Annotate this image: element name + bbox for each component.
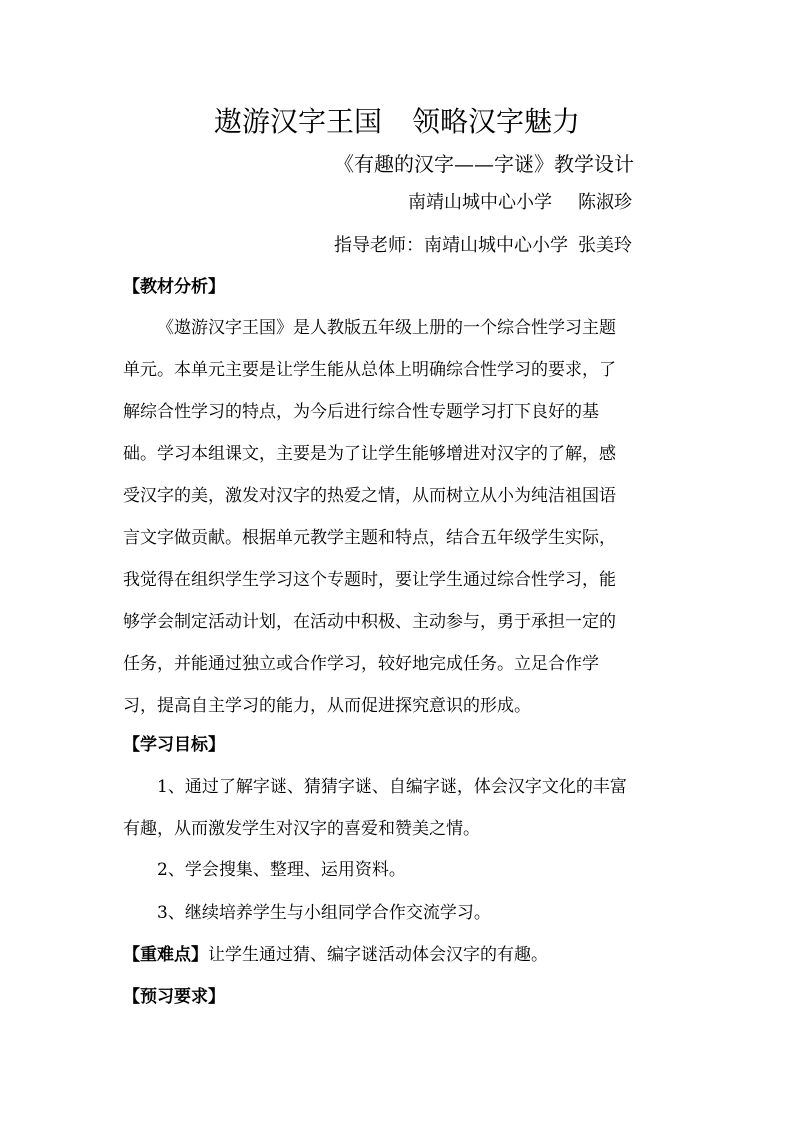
advisor-name: 张美玲: [578, 235, 632, 256]
paragraph-line: 够学会制定活动计划，在活动中积极、主动参与，勇于承担一定的: [123, 612, 616, 632]
advisor-line: [334, 231, 632, 257]
paragraph-line: 任务，并能通过独立或合作学习，较好地完成任务。立足合作学: [123, 654, 599, 674]
material-paragraph: [123, 316, 675, 736]
goal-2: 2、学会搜集、整理、运用资料。: [157, 860, 406, 880]
paragraph-line: 受汉字的美，激发对汉字的热爱之情，从而树立从小为纯洁祖国语: [123, 486, 616, 506]
author-line: [408, 188, 632, 214]
keypoint-line: [123, 940, 548, 965]
paragraph-line: 习，提高自主学习的能力，从而促进探究意识的形成。: [123, 696, 531, 716]
paragraph-line: 解综合性学习的特点，为今后进行综合性专题学习打下良好的基: [123, 402, 599, 422]
paragraph-line: 我觉得在组织学生学习这个专题时，要让学生通过综合性学习，能: [123, 570, 616, 590]
paragraph-line: 言文字做贡献。根据单元教学主题和特点，结合五年级学生实际，: [123, 528, 616, 548]
goal-3: 3、继续培养学生与小组同学合作交流学习。: [157, 903, 491, 923]
section-heading-preview: 【预习要求】: [123, 987, 225, 1007]
section-heading-goals: 【学习目标】: [123, 735, 225, 755]
paragraph-line: 单元。本单元主要是让学生能从总体上明确综合性学习的要求，了: [123, 360, 616, 380]
author-name: 陈淑珍: [578, 192, 632, 213]
school-name: 南靖山城中心小学: [408, 192, 552, 213]
section-heading-material: 【教材分析】: [123, 277, 225, 297]
goal-1-line-1: 1、通过了解字谜、猜猜字谜、自编字谜，体会汉字文化的丰富: [157, 777, 627, 797]
keypoint-text: 让学生通过猜、编字谜活动体会汉字的有趣。: [208, 945, 548, 965]
title-part-2: 领略汉字魅力: [412, 105, 581, 138]
page-title: [0, 100, 794, 140]
paragraph-line: 《遨游汉字王国》是人教版五年级上册的一个综合性学习主题: [157, 318, 616, 338]
title-part-1: 遨游汉字王国: [213, 105, 382, 138]
paragraph-line: 础。学习本组课文，主要是为了让学生能够增进对汉字的了解，感: [123, 444, 616, 464]
goal-1-line-2: 有趣，从而激发学生对汉字的喜爱和赞美之情。: [123, 819, 480, 839]
advisor-label: 指导老师：南靖山城中心小学: [334, 235, 568, 256]
keypoint-label: 【重难点】: [123, 945, 208, 965]
page-subtitle: 《有趣的汉字——字谜》教学设计: [334, 152, 634, 176]
